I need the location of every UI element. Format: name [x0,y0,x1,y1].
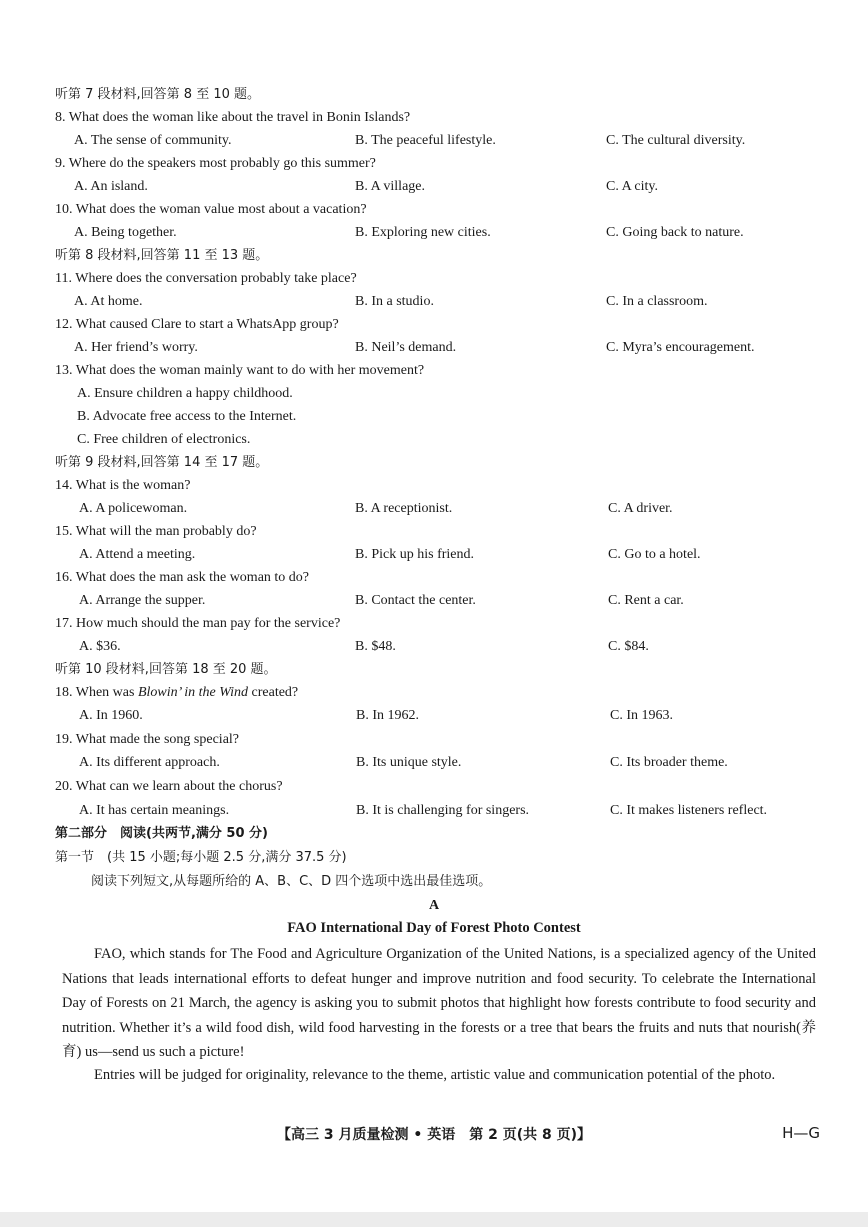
option-b: B. $48. [355,639,396,654]
option-c: C. $84. [608,639,649,654]
option-b: B. A receptionist. [355,501,453,516]
option-c: C. Myra’s encouragement. [606,340,755,355]
instruction: 阅读下列短文,从每题所给的 A、B、C、D 四个选项中选出最佳选项。 [91,874,492,889]
option-a: A. A policewoman. [79,501,188,516]
option-a: A. It has certain meanings. [79,803,230,818]
option-b: B. Its unique style. [356,755,462,770]
question-stem: 14. What is the woman? [55,478,191,493]
part-title: 第二部分 阅读(共两节,满分 50 分) [55,826,268,841]
option-c: C. Free children of electronics. [77,432,251,447]
option-b: B. Pick up his friend. [355,547,474,562]
option-a: A. $36. [79,639,121,654]
option-a: A. An island. [74,179,148,194]
section-header: 听第 7 段材料,回答第 8 至 10 题。 [55,87,261,102]
option-b: B. Neil’s demand. [355,340,457,355]
question-stem: 10. What does the woman value most about a vacation? [55,202,367,217]
question-stem: 15. What will the man probably do? [55,524,257,539]
question-stem: 8. What does the woman like about the travel in Bonin Islands? [55,110,411,125]
section-title: 第一节 (共 15 小题;每小题 2.5 分,满分 37.5 分) [55,850,347,865]
song-title: Blowin’ in the Wind [137,685,249,700]
option-c: C. A city. [606,179,658,194]
option-a: A. The sense of community. [74,133,232,148]
passage-paragraph: Entries will be judged for originality, relevance to the theme, artistic value and communication potential of the photo. [94,1067,776,1083]
option-b: B. Contact the center. [355,593,476,608]
option-a: A. At home. [74,294,143,309]
page-footer: 【高三 3 月质量检测 • 英语 第 2 页(共 8 页)】 [277,1127,591,1143]
option-c: C. Its broader theme. [610,755,728,770]
option-b: B. In a studio. [355,294,434,309]
option-a: A. Arrange the supper. [79,593,206,608]
section-header: 听第 8 段材料,回答第 11 至 13 题。 [55,248,269,263]
option-c: C. It makes listeners reflect. [610,803,768,818]
section-header: 听第 10 段材料,回答第 18 至 20 题。 [55,662,277,677]
question-stem: 12. What caused Clare to start a WhatsApp group? [55,317,339,332]
option-b: B. It is challenging for singers. [356,803,530,818]
option-c: C. The cultural diversity. [606,133,746,148]
question-stem: 16. What does the man ask the woman to do? [55,570,310,585]
passage-paragraph: FAO, which stands for The Food and Agriculture Organization of the United Nations, is a specialized agency of the United Nations that leads international efforts to defeat hunger and improve nutrition and food security. To celebrate the International Day of Forests on 21 March, the agency is asking you to submit photos that highlight how forests contribute to food security and nutrition. Whether it’s a wild food dish, wild food harvesting in the forests or a tree that bears the fruits and nuts that nourish(养育) us—send us such a picture! [62,946,816,1060]
option-a: A. In 1960. [79,708,143,723]
option-a: A. Being together. [74,225,177,240]
option-b: B. Advocate free access to the Internet. [77,409,297,424]
option-b: B. Exploring new cities. [355,225,491,240]
question-stem: 20. What can we learn about the chorus? [55,779,283,794]
option-a: A. Attend a meeting. [79,547,196,562]
option-b: B. In 1962. [356,708,419,723]
option-c: C. In 1963. [610,708,673,723]
question-stem: 11. Where does the conversation probably take place? [55,271,357,286]
question-stem: 17. How much should the man pay for the service? [55,616,341,631]
section-header: 听第 9 段材料,回答第 14 至 17 题。 [55,455,269,470]
question-stem: 19. What made the song special? [55,732,240,747]
paper-code: H—G [782,1124,820,1142]
option-c: C. In a classroom. [606,294,708,309]
option-a: A. Ensure children a happy childhood. [77,386,293,401]
question-stem: 13. What does the woman mainly want to do with her movement? [55,363,425,378]
option-a: A. Her friend’s worry. [74,340,198,355]
option-b: B. A village. [355,179,425,194]
option-c: C. Rent a car. [608,593,684,608]
option-a: A. Its different approach. [79,755,220,770]
question-stem: 9. Where do the speakers most probably go this summer? [55,156,376,171]
option-c: C. A driver. [608,501,673,516]
option-c: C. Going back to nature. [606,225,744,240]
passage-letter: A [428,898,440,913]
question-stem: 18. When was Blowin’ in the Wind created? [55,685,299,700]
option-b: B. The peaceful lifestyle. [355,133,496,148]
passage-title: FAO International Day of Forest Photo Contest [287,920,581,936]
option-c: C. Go to a hotel. [608,547,701,562]
scan-edge [0,1212,868,1227]
